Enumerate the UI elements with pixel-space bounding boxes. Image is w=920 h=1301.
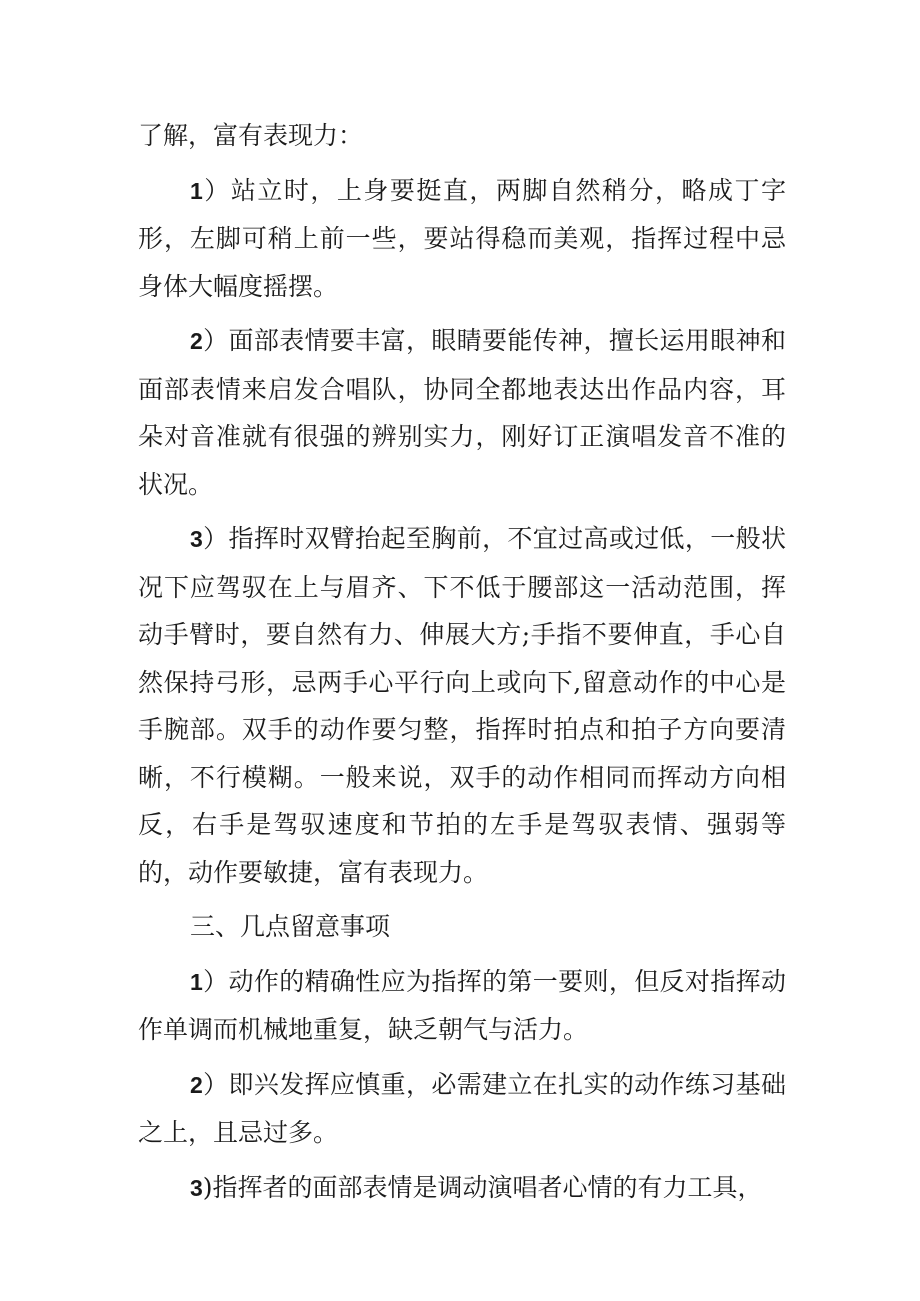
paragraph-item xyxy=(138,515,786,896)
paragraph-number: 3 xyxy=(190,526,203,552)
paragraph-text: ）指挥时双臂抬起至胸前，不宜过高或过低，一般状况下应驾驭在上与眉齐、下不低于腰部这一活动范围，挥动手臂时，要自然有力、伸展大方;手指不要伸直，手心自然保持弓形，忌两手心平行向上或向下,留意动作的中心是手腕部。双手的动作要匀整，指挥时拍点和拍子方向要清晰，不行模糊。一般来说，双手的动作相同而挥动方向相反，右手是驾驭速度和节拍的左手是驾驭表情、强弱等的，动作要敏捷，富有表现力。 xyxy=(138,524,786,887)
paragraph-item xyxy=(138,958,786,1054)
paragraph-number: 2 xyxy=(190,1071,203,1098)
paragraph-text: )指挥者的面部表情是调动演唱者心情的有力工具， xyxy=(202,1172,763,1202)
paragraph-text: ）即兴发挥应慎重，必需建立在扎实的动作练习基础之上，且忌过多。 xyxy=(138,1069,786,1147)
paragraph-text: ）动作的精确性应为指挥的第一要则，但反对指挥动作单调而机械地重复，缺乏朝气与活力。 xyxy=(138,966,786,1044)
paragraph-number: 1 xyxy=(190,177,203,204)
section-heading xyxy=(138,903,786,951)
paragraph-text: 了解，富有表现力： xyxy=(138,121,364,150)
paragraph-item xyxy=(138,1164,786,1213)
paragraph-text: ）面部表情要丰富，眼睛要能传神，擅长运用眼神和面部表情来启发合唱队，协同全都地表达出作品内容，耳朵对音准就有很强的辨别实力，刚好订正演唱发音不准的状况。 xyxy=(138,326,786,499)
document-body xyxy=(138,112,786,1219)
paragraph-item xyxy=(138,317,786,508)
paragraph-item xyxy=(138,167,786,311)
paragraph-number: 1 xyxy=(190,968,203,995)
paragraph-number: 3 xyxy=(190,1174,203,1201)
section-heading-text: 三、几点留意事项 xyxy=(190,912,391,941)
paragraph-item xyxy=(138,1061,786,1157)
paragraph-number: 2 xyxy=(190,328,203,354)
paragraph-text: ）站立时，上身要挺直，两脚自然稍分，略成丁字形，左脚可稍上前一些，要站得稳而美观，指挥过程中忌身体大幅度摇摆。 xyxy=(138,175,786,301)
paragraph-continuation xyxy=(138,112,786,160)
